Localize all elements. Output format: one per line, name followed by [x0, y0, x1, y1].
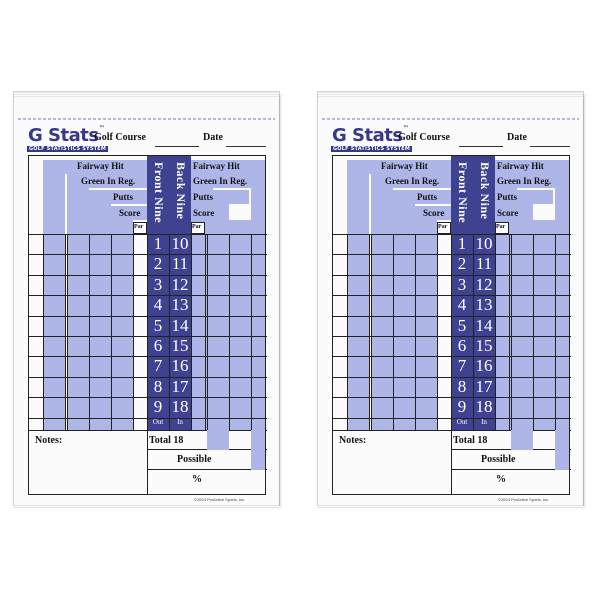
score-cell[interactable] — [67, 254, 81, 274]
score-cell[interactable] — [333, 356, 347, 376]
grid-line — [65, 234, 66, 430]
score-cell[interactable] — [67, 397, 81, 417]
logo-text: G Stats — [332, 125, 403, 146]
total-label: Total 18 — [149, 435, 184, 446]
score-cell[interactable] — [251, 234, 265, 254]
score-cell[interactable] — [89, 316, 103, 336]
back-hole-number: 18 — [171, 397, 189, 417]
back-hole-number: 10 — [171, 234, 189, 253]
front-hole-number: 9 — [457, 397, 467, 417]
score-cell[interactable] — [191, 336, 205, 356]
score-cell[interactable] — [393, 316, 407, 336]
score-cell[interactable] — [415, 254, 429, 274]
grid-line — [205, 234, 206, 430]
score-cell[interactable] — [191, 377, 205, 397]
notes-area[interactable] — [333, 430, 451, 494]
score-cell[interactable] — [43, 316, 57, 336]
score-cell[interactable] — [415, 316, 429, 336]
front-hole-number: 1 — [153, 234, 163, 253]
score-cell[interactable] — [415, 295, 429, 315]
score-cell[interactable] — [43, 234, 57, 254]
score-cell[interactable] — [191, 316, 205, 336]
score-cell[interactable] — [229, 377, 243, 397]
score-cell[interactable] — [511, 295, 525, 315]
copyright: ©2004 ProActive Sports, Inc. — [498, 497, 550, 502]
score-cell[interactable] — [111, 316, 125, 336]
total-label: Total 18 — [453, 435, 488, 446]
percent-label: % — [192, 474, 202, 485]
score-cell[interactable] — [251, 336, 265, 356]
score-cell[interactable] — [67, 377, 81, 397]
score-cell[interactable] — [29, 377, 43, 397]
score-cell[interactable] — [207, 275, 221, 295]
front-hole-number: 4 — [153, 295, 163, 315]
score-cell[interactable] — [555, 377, 569, 397]
date-label: Date — [507, 132, 527, 143]
back-hole-number: 11 — [475, 254, 493, 274]
score-cell[interactable] — [67, 275, 81, 295]
possible-band — [555, 450, 569, 470]
score-cell[interactable] — [495, 234, 509, 254]
front-hole-number: 7 — [457, 356, 467, 376]
right-header-label: Putts — [497, 192, 517, 202]
score-cell[interactable] — [191, 254, 205, 274]
golf-course-label: Golf Course — [398, 132, 450, 143]
score-cell[interactable] — [511, 356, 525, 376]
back-hole-number: 13 — [475, 295, 493, 315]
score-cell[interactable] — [347, 295, 361, 315]
score-cell[interactable] — [533, 295, 547, 315]
score-cell[interactable] — [371, 336, 385, 356]
score-cell[interactable] — [533, 377, 547, 397]
score-cell[interactable] — [437, 295, 451, 315]
score-cell[interactable] — [393, 254, 407, 274]
par-label-right: Par — [496, 224, 506, 230]
total-band — [251, 430, 265, 450]
possible-label: Possible — [177, 454, 212, 465]
score-cell[interactable] — [229, 234, 243, 254]
score-cell[interactable] — [43, 295, 57, 315]
score-cell[interactable] — [347, 397, 361, 417]
scorecard — [14, 92, 279, 505]
score-cell[interactable] — [415, 397, 429, 417]
score-cell[interactable] — [29, 275, 43, 295]
score-cell[interactable] — [371, 234, 385, 254]
date-line[interactable] — [530, 146, 570, 147]
logo — [332, 125, 408, 146]
golf-course-label: Golf Course — [94, 132, 146, 143]
logo-tagline: GOLF STATISTICS SYSTEM — [29, 146, 107, 152]
back-hole-number: 16 — [171, 356, 189, 376]
out-label: Out — [152, 418, 164, 426]
front-hole-number: 1 — [457, 234, 467, 253]
trademark-mark: ™ — [98, 125, 105, 132]
score-cell[interactable] — [511, 316, 525, 336]
score-cell[interactable] — [43, 275, 57, 295]
score-cell[interactable] — [207, 254, 221, 274]
scorecard-frame — [28, 155, 266, 495]
score-cell[interactable] — [415, 336, 429, 356]
score-cell[interactable] — [393, 336, 407, 356]
logo — [28, 125, 104, 146]
possible-band — [251, 450, 265, 470]
score-cell[interactable] — [251, 356, 265, 376]
score-cell[interactable] — [371, 275, 385, 295]
score-cell[interactable] — [229, 275, 243, 295]
score-cell[interactable] — [29, 234, 43, 254]
score-cell[interactable] — [251, 377, 265, 397]
score-cell[interactable] — [415, 377, 429, 397]
score-cell[interactable] — [333, 377, 347, 397]
back-hole-number: 12 — [475, 274, 493, 294]
score-cell[interactable] — [111, 254, 125, 274]
score-cell[interactable] — [191, 356, 205, 376]
front-hole-number: 5 — [457, 315, 467, 335]
score-cell[interactable] — [29, 254, 43, 274]
total-band — [555, 430, 569, 450]
percent-label: % — [496, 474, 506, 485]
score-cell[interactable] — [67, 336, 81, 356]
score-cell[interactable] — [511, 275, 525, 295]
par-label-right: Par — [192, 224, 202, 230]
score-cell[interactable] — [495, 418, 509, 438]
notes-area[interactable] — [29, 430, 147, 494]
notes-label: Notes: — [35, 435, 63, 446]
score-cell[interactable] — [229, 336, 243, 356]
score-cell[interactable] — [555, 295, 569, 315]
right-header-label: Green In Reg. — [193, 176, 248, 186]
front-hole-number: 6 — [457, 336, 467, 355]
front-hole-number: 3 — [153, 274, 163, 294]
left-header-label: Fairway Hit — [381, 161, 428, 171]
score-cell[interactable] — [533, 336, 547, 356]
front-hole-number: 2 — [457, 254, 467, 274]
score-cell[interactable] — [229, 316, 243, 336]
score-cell[interactable] — [133, 234, 147, 254]
score-cell[interactable] — [29, 316, 43, 336]
score-cell[interactable] — [43, 254, 57, 274]
total-band — [511, 430, 533, 450]
right-header-label: Putts — [193, 192, 213, 202]
score-cell[interactable] — [393, 397, 407, 417]
score-cell[interactable] — [251, 316, 265, 336]
score-cell[interactable] — [495, 316, 509, 336]
score-cell[interactable] — [511, 254, 525, 274]
front-hole-number: 9 — [153, 397, 163, 417]
front-hole-number: 8 — [457, 376, 467, 396]
score-cell[interactable] — [533, 275, 547, 295]
score-cell[interactable] — [371, 254, 385, 274]
right-header-label: Score — [497, 208, 519, 218]
score-cell[interactable] — [495, 356, 509, 376]
left-header-label: Putts — [417, 192, 437, 202]
score-cell[interactable] — [371, 316, 385, 336]
score-cell[interactable] — [207, 316, 221, 336]
left-header-label: Fairway Hit — [77, 161, 124, 171]
score-cell[interactable] — [347, 336, 361, 356]
score-cell[interactable] — [251, 397, 265, 417]
score-cell[interactable] — [347, 356, 361, 376]
possible-label: Possible — [481, 454, 516, 465]
score-cell[interactable] — [133, 336, 147, 356]
score-cell[interactable] — [207, 295, 221, 315]
score-cell[interactable] — [555, 336, 569, 356]
score-cell[interactable] — [495, 377, 509, 397]
back-hole-number: 14 — [171, 315, 189, 335]
scorecard-frame — [332, 155, 570, 495]
grid-line — [451, 469, 571, 470]
score-cell[interactable] — [111, 234, 125, 254]
grid-line — [369, 234, 370, 430]
score-cell[interactable] — [191, 397, 205, 417]
score-cell[interactable] — [207, 356, 221, 376]
front-hole-number: 7 — [153, 356, 163, 376]
score-cell[interactable] — [191, 418, 205, 438]
score-cell[interactable] — [89, 295, 103, 315]
score-cell[interactable] — [191, 275, 205, 295]
score-cell[interactable] — [347, 275, 361, 295]
score-cell[interactable] — [89, 336, 103, 356]
back-nine-label: Back Nine — [174, 162, 188, 220]
score-cell[interactable] — [555, 356, 569, 376]
back-hole-number: 15 — [475, 336, 493, 355]
score-cell[interactable] — [333, 397, 347, 417]
in-label: In — [481, 418, 487, 426]
score-cell[interactable] — [495, 254, 509, 274]
copyright: ©2004 ProActive Sports, Inc. — [194, 497, 246, 502]
score-cell[interactable] — [89, 275, 103, 295]
right-header-label: Green In Reg. — [497, 176, 552, 186]
score-cell[interactable] — [67, 295, 81, 315]
in-label: In — [177, 418, 183, 426]
back-hole-number: 10 — [475, 234, 493, 253]
score-cell[interactable] — [371, 295, 385, 315]
score-cell[interactable] — [133, 397, 147, 417]
score-cell[interactable] — [67, 316, 81, 336]
score-cell[interactable] — [393, 295, 407, 315]
score-cell[interactable] — [533, 316, 547, 336]
score-cell[interactable] — [229, 295, 243, 315]
score-cell[interactable] — [437, 254, 451, 274]
total-band — [207, 430, 229, 450]
score-cell[interactable] — [333, 234, 347, 254]
score-cell[interactable] — [111, 336, 125, 356]
score-cell[interactable] — [495, 275, 509, 295]
front-hole-number: 3 — [457, 274, 467, 294]
score-cell[interactable] — [333, 316, 347, 336]
score-cell[interactable] — [555, 275, 569, 295]
score-cell[interactable] — [511, 336, 525, 356]
right-header-label: Score — [193, 208, 215, 218]
score-cell[interactable] — [29, 356, 43, 376]
score-cell[interactable] — [533, 418, 547, 438]
score-cell[interactable] — [67, 234, 81, 254]
score-cell[interactable] — [333, 254, 347, 274]
score-cell[interactable] — [229, 356, 243, 376]
front-hole-number: 2 — [153, 254, 163, 274]
score-cell[interactable] — [533, 397, 547, 417]
score-cell[interactable] — [191, 295, 205, 315]
score-cell[interactable] — [393, 234, 407, 254]
right-header-label: Fairway Hit — [497, 161, 544, 171]
golf-course-line[interactable] — [459, 146, 503, 147]
back-hole-number: 16 — [475, 356, 493, 376]
score-cell[interactable] — [347, 254, 361, 274]
score-cell[interactable] — [533, 254, 547, 274]
back-hole-number: 14 — [475, 315, 493, 335]
score-cell[interactable] — [437, 316, 451, 336]
score-cell[interactable] — [67, 356, 81, 376]
score-cell[interactable] — [111, 275, 125, 295]
score-cell[interactable] — [333, 295, 347, 315]
back-hole-number: 11 — [171, 254, 189, 274]
score-cell[interactable] — [393, 275, 407, 295]
score-cell[interactable] — [29, 397, 43, 417]
back-hole-number: 12 — [171, 274, 189, 294]
score-cell[interactable] — [229, 254, 243, 274]
score-cell[interactable] — [555, 397, 569, 417]
back-nine-label: Back Nine — [478, 162, 492, 220]
score-cell[interactable] — [111, 377, 125, 397]
notes-divider — [147, 430, 148, 494]
front-hole-number: 6 — [153, 336, 163, 355]
score-cell[interactable] — [251, 254, 265, 274]
score-cell[interactable] — [437, 397, 451, 417]
score-cell[interactable] — [333, 275, 347, 295]
golf-course-line[interactable] — [155, 146, 199, 147]
front-nine-label: Front Nine — [152, 162, 166, 224]
left-header-label: Green In Reg. — [385, 176, 440, 186]
score-cell[interactable] — [29, 295, 43, 315]
score-cell[interactable] — [89, 356, 103, 376]
score-cell[interactable] — [555, 254, 569, 274]
score-cell[interactable] — [511, 377, 525, 397]
par-label-left: Par — [134, 224, 144, 230]
scorecard-pad-left — [14, 92, 279, 505]
score-cell[interactable] — [251, 275, 265, 295]
left-header-label: Score — [119, 208, 141, 218]
score-cell[interactable] — [43, 397, 57, 417]
scorecard-pad-right — [318, 92, 583, 505]
score-cell[interactable] — [533, 234, 547, 254]
score-cell[interactable] — [133, 356, 147, 376]
score-cell[interactable] — [133, 316, 147, 336]
score-cell[interactable] — [415, 275, 429, 295]
left-header-label: Green In Reg. — [81, 176, 136, 186]
score-cell[interactable] — [437, 275, 451, 295]
front-hole-number: 8 — [153, 376, 163, 396]
par-label-left: Par — [438, 224, 448, 230]
score-cell[interactable] — [393, 356, 407, 376]
score-cell[interactable] — [495, 336, 509, 356]
front-hole-number: 5 — [153, 315, 163, 335]
date-label: Date — [203, 132, 223, 143]
score-cell[interactable] — [437, 356, 451, 376]
score-cell[interactable] — [207, 377, 221, 397]
score-cell[interactable] — [207, 336, 221, 356]
score-cell[interactable] — [43, 336, 57, 356]
score-cell[interactable] — [43, 356, 57, 376]
logo-tagline: GOLF STATISTICS SYSTEM — [333, 146, 411, 152]
score-cell[interactable] — [89, 397, 103, 417]
score-cell[interactable] — [207, 234, 221, 254]
score-cell[interactable] — [111, 356, 125, 376]
grid-line — [147, 469, 267, 470]
back-hole-number: 18 — [475, 397, 493, 417]
score-cell[interactable] — [133, 377, 147, 397]
front-hole-number: 4 — [457, 295, 467, 315]
score-cell[interactable] — [371, 377, 385, 397]
trademark-mark: ™ — [402, 125, 409, 132]
right-header-label: Fairway Hit — [193, 161, 240, 171]
score-cell[interactable] — [133, 254, 147, 274]
back-hole-number: 13 — [171, 295, 189, 315]
score-cell[interactable] — [371, 397, 385, 417]
score-cell[interactable] — [89, 377, 103, 397]
score-cell[interactable] — [191, 234, 205, 254]
score-cell[interactable] — [393, 377, 407, 397]
back-hole-number: 17 — [171, 376, 189, 396]
out-label: Out — [456, 418, 468, 426]
grid-line — [509, 234, 510, 430]
left-header-label: Score — [423, 208, 445, 218]
left-header-label: Putts — [113, 192, 133, 202]
notes-label: Notes: — [339, 435, 367, 446]
score-cell[interactable] — [229, 397, 243, 417]
score-cell[interactable] — [111, 295, 125, 315]
score-cell[interactable] — [555, 234, 569, 254]
score-cell[interactable] — [495, 397, 509, 417]
scorecard — [318, 92, 583, 505]
score-cell[interactable] — [29, 336, 43, 356]
score-cell[interactable] — [89, 234, 103, 254]
score-cell[interactable] — [495, 295, 509, 315]
notes-divider — [451, 430, 452, 494]
back-hole-number: 15 — [171, 336, 189, 355]
score-cell[interactable] — [415, 234, 429, 254]
score-cell[interactable] — [533, 356, 547, 376]
score-cell[interactable] — [437, 377, 451, 397]
score-cell[interactable] — [333, 336, 347, 356]
score-cell[interactable] — [437, 234, 451, 254]
score-cell[interactable] — [347, 234, 361, 254]
score-cell[interactable] — [251, 295, 265, 315]
score-cell[interactable] — [229, 418, 243, 438]
score-cell[interactable] — [415, 356, 429, 376]
score-cell[interactable] — [133, 295, 147, 315]
score-cell[interactable] — [371, 356, 385, 376]
score-cell[interactable] — [511, 234, 525, 254]
score-cell[interactable] — [437, 336, 451, 356]
score-cell[interactable] — [555, 316, 569, 336]
score-cell[interactable] — [43, 377, 57, 397]
logo-text: G Stats — [28, 125, 99, 146]
back-hole-number: 17 — [475, 376, 493, 396]
score-cell[interactable] — [89, 254, 103, 274]
score-cell[interactable] — [207, 397, 221, 417]
score-cell[interactable] — [133, 275, 147, 295]
score-cell[interactable] — [511, 397, 525, 417]
front-nine-label: Front Nine — [456, 162, 470, 224]
score-cell[interactable] — [347, 316, 361, 336]
date-line[interactable] — [226, 146, 266, 147]
score-cell[interactable] — [111, 397, 125, 417]
score-cell[interactable] — [347, 377, 361, 397]
